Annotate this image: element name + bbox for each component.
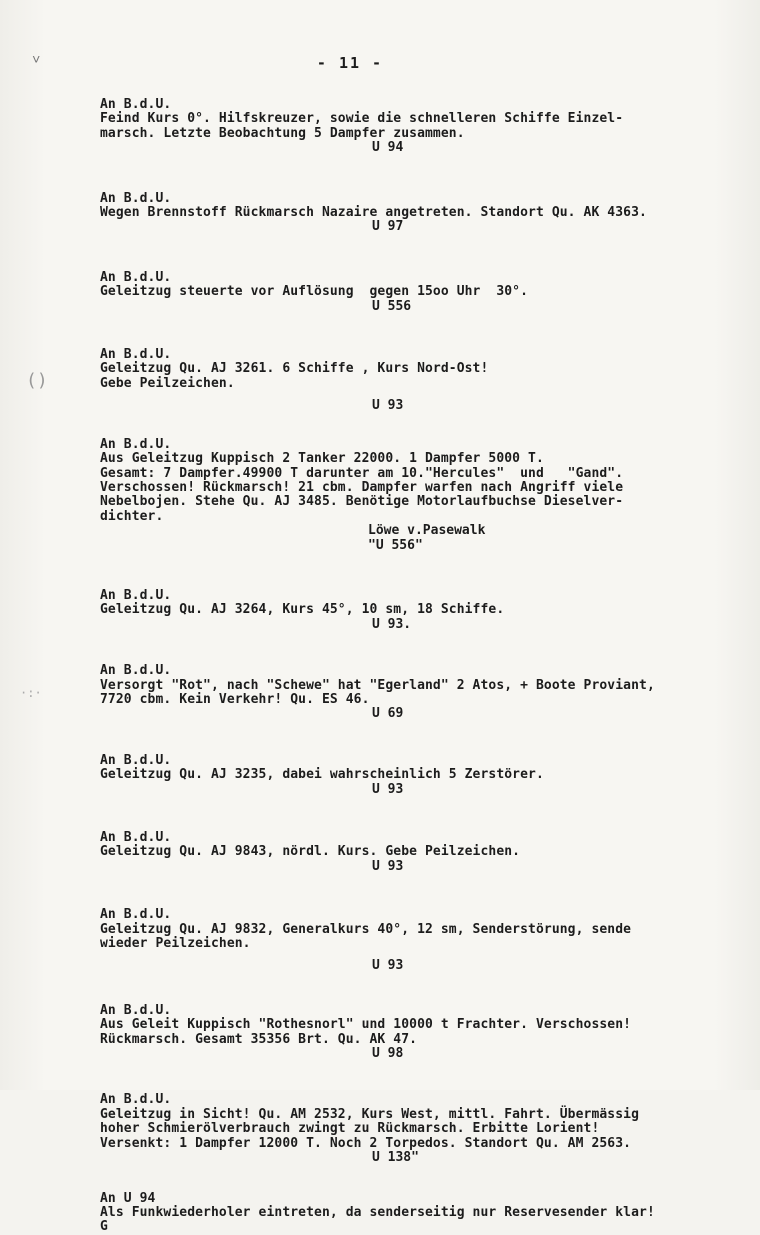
margin-smudge: ·:· [20,686,42,700]
message-text-line: Verschossen! Rückmarsch! 21 cbm. Dampfer warfen nach Angriff viele [100,479,624,495]
message-sender: U 93 [372,858,404,874]
radio-message [100,908,760,974]
message-addressee: An B.d.U. [100,190,172,206]
message-text-line: Geleitzug in Sicht! Qu. AM 2532, Kurs West, mittl. Fahrt. Übermässig [100,1106,640,1122]
message-text-line: hoher Schmierölverbrauch zwingt zu Rückmarsch. Erbitte Lorient! [100,1121,600,1137]
message-sender: U 94 [372,140,404,156]
message-text-line: dichter. [100,508,164,524]
message-text-line: 7720 cbm. Kein Verkehr! Qu. ES 46. [100,691,370,707]
radio-message [100,664,760,722]
message-addressee: An B.d.U. [100,663,172,679]
message-text-line: Geleitzug Qu. AJ 3261. 6 Schiffe , Kurs Nord-Ost! [100,361,489,377]
message-addressee: An B.d.U. [100,1002,172,1018]
message-text-line: Wegen Brennstoff Rückmarsch Nazaire angetreten. Standort Qu. AK 4363. [100,205,647,221]
message-text-line: wieder Peilzeichen. [100,936,251,952]
message-addressee: An B.d.U. [100,436,172,452]
radio-message [100,1093,760,1165]
message-addressee: An B.d.U. [100,587,172,603]
message-addressee: An B.d.U. [100,269,172,285]
message-text-line: marsch. Letzte Beobachtung 5 Dampfer zusammen. [100,125,465,141]
radio-message [100,831,760,874]
message-addressee: An U 94 [100,1190,156,1206]
message-text-line: Aus Geleit Kuppisch "Rothesnorl" und 10000 t Frachter. Verschossen! [100,1017,632,1033]
message-text-line: Geleitzug Qu. AJ 3264, Kurs 45°, 10 sm, 18 Schiffe. [100,602,505,618]
message-addressee: An B.d.U. [100,907,172,923]
message-text-line: Als Funkwiederholer eintreten, da senderseitig nur Reservesender klar! [100,1204,655,1220]
message-sender: U 138" [372,1150,419,1166]
message-sender: U 93 [372,398,404,414]
radio-message-list [100,98,760,1235]
radio-message [100,589,760,632]
message-text-line: G [100,1219,108,1235]
page-number: - 11 - [316,54,384,72]
message-text-line: Feind Kurs 0°. Hilfskreuzer, sowie die schnelleren Schiffe Einzel- [100,111,624,127]
message-sender: U 69 [372,706,404,722]
message-text-line: Rückmarsch. Gesamt 35356 Brt. Qu. AK 47. [100,1031,418,1047]
message-addressee: An B.d.U. [100,1092,172,1108]
radio-message [100,438,760,553]
message-sender: U 98 [372,1046,404,1062]
message-text-line: Geleitzug steuerte vor Auflösung gegen 15oo Uhr 30°. [100,284,529,300]
radio-message [100,348,760,414]
message-text-line: Versorgt "Rot", nach "Schewe" hat "Egerland" 2 Atos, + Boote Proviant, [100,677,655,693]
message-text-line: Nebelbojen. Stehe Qu. AJ 3485. Benötige Motorlaufbuchse Dieselver- [100,494,624,510]
message-sender: U 97 [372,219,404,235]
message-text-line: Gebe Peilzeichen. [100,375,235,391]
margin-mark: ˅ [32,52,41,68]
message-text-line: Geleitzug Qu. AJ 9832, Generalkurs 40°, 12 sm, Senderstörung, sende [100,921,632,937]
message-sender: U 93. [372,616,412,632]
radio-message [100,98,760,156]
message-sender: U 93 [372,781,404,797]
message-sender: "U 556" [368,537,423,553]
punch-hole-mark: () [26,370,48,391]
radio-message [100,1004,760,1062]
message-text-line: Versenkt: 1 Dampfer 12000 T. Noch 2 Torpedos. Standort Qu. AM 2563. [100,1135,632,1151]
message-addressee: An B.d.U. [100,830,172,845]
radio-message [100,271,760,314]
message-text-line: Gesamt: 7 Dampfer.49900 T darunter am 10."Hercules" und "Gand". [100,465,624,481]
message-addressee: An B.d.U. [100,752,172,768]
message-text-line: Geleitzug Qu. AJ 9843, nördl. Kurs. Gebe Peilzeichen. [100,844,521,860]
message-text-line: Aus Geleitzug Kuppisch 2 Tanker 22000. 1 Dampfer 5000 T. [100,451,544,467]
message-addressee: An B.d.U. [100,347,172,363]
radio-message [100,192,760,235]
message-addressee: An B.d.U. [100,97,172,112]
message-sender: Löwe v.Pasewalk [368,523,486,539]
message-text-line: Geleitzug Qu. AJ 3235, dabei wahrscheinlich 5 Zerstörer. [100,767,544,783]
message-sender: U 556 [372,298,412,314]
radio-message [100,754,760,797]
message-sender: U 93 [372,958,404,974]
radio-message [100,1192,760,1235]
